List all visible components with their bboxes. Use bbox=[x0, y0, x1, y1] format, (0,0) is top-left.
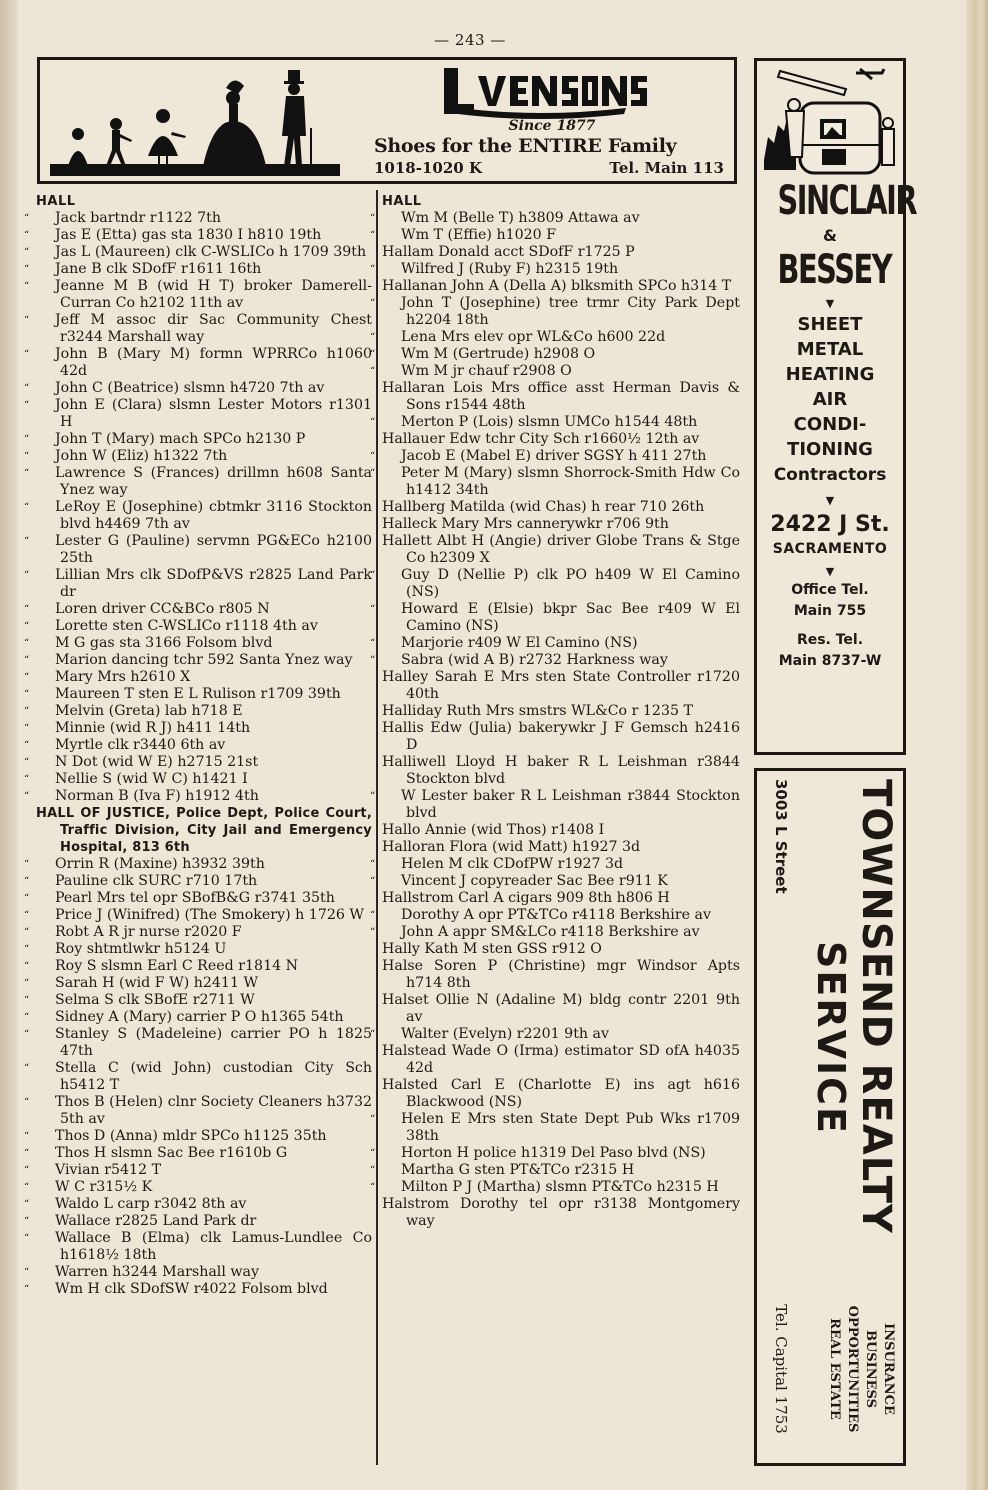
directory-entry: “ M G gas sta 3166 Folsom blvd bbox=[36, 635, 372, 652]
directory-entry: “ Milton P J (Martha) slsmn PT&TCo h2315 H bbox=[382, 1179, 740, 1196]
sinclair-service-line: HEATING bbox=[785, 364, 875, 385]
section-heading: HALL bbox=[36, 194, 76, 209]
townsend-street: 3003 L Street bbox=[772, 779, 790, 894]
lavensons-logo bbox=[440, 64, 660, 120]
directory-entry: “ Roy S slsmn Earl C Reed r1814 N bbox=[36, 958, 372, 975]
directory-entry: Hallanan John A (Della A) blksmith SPCo h314 T bbox=[382, 278, 732, 294]
directory-entry: “ W Lester baker R L Leishman r3844 Stockton blvd bbox=[382, 788, 740, 822]
silhouette-small-girl bbox=[68, 128, 88, 170]
townsend-service-line: REAL ESTATE bbox=[827, 1318, 842, 1420]
directory-entry: “ Norman B (Iva F) h1912 4th bbox=[36, 788, 372, 805]
directory-entry: “ Wm M (Gertrude) h2908 O bbox=[382, 346, 740, 363]
section-heading: HALL bbox=[382, 194, 422, 209]
directory-entry: “ Wallace B (Elma) clk Lamus-Lundlee Co h1618½ 18th bbox=[36, 1230, 372, 1264]
directory-entry: “ John T (Josephine) tree trmr City Park Dept h2204 18th bbox=[382, 295, 740, 329]
directory-entry: “ John B (Mary M) formn WPRRCo h1060 42d bbox=[36, 346, 372, 380]
directory-entry: Hallauer Edw tchr City Sch r1660½ 12th av bbox=[382, 431, 700, 447]
lavensons-ad bbox=[37, 57, 737, 184]
sinclair-office-tel-label: Office Tel. bbox=[791, 582, 869, 598]
directory-entry: Halset Ollie N (Adaline M) bldg contr 2201 9th av bbox=[382, 992, 740, 1025]
directory-entry: “ Mary Mrs h2610 X bbox=[36, 669, 372, 686]
directory-entry: “ Helen E Mrs sten State Dept Pub Wks r1709 38th bbox=[382, 1111, 740, 1145]
furnace-workers-illustration bbox=[760, 65, 900, 180]
directory-entry: “ Vivian r5412 T bbox=[36, 1162, 372, 1179]
sinclair-office-tel: Main 755 bbox=[793, 603, 867, 619]
directory-entry: “ Stanley S (Madeleine) carrier PO h 1825 47th bbox=[36, 1026, 372, 1060]
directory-column-middle bbox=[382, 194, 740, 1230]
directory-entry: “ Marjorie r409 W El Camino (NS) bbox=[382, 635, 740, 652]
directory-entry: “ Stella C (wid John) custodian City Sch h5412 T bbox=[36, 1060, 372, 1094]
family-silhouettes-illustration bbox=[48, 66, 348, 178]
directory-entry: “ Guy D (Nellie P) clk PO h409 W El Camino (NS) bbox=[382, 567, 740, 601]
directory-entry: “ Pearl Mrs tel opr SBofB&G r3741 35th bbox=[36, 890, 372, 907]
entry-list bbox=[382, 210, 740, 1230]
directory-entry: “ Pauline clk SURC r710 17th bbox=[36, 873, 372, 890]
sinclair-address: 2422 J St. bbox=[770, 512, 890, 537]
directory-entry: “ Sabra (wid A B) r2732 Harkness way bbox=[382, 652, 740, 669]
directory-entry: Hallo Annie (wid Thos) r1408 I bbox=[382, 822, 605, 838]
directory-entry: “ John W (Eliz) h1322 7th bbox=[36, 448, 372, 465]
sinclair-res-tel-label: Res. Tel. bbox=[796, 632, 864, 648]
townsend-rotated-content bbox=[757, 771, 903, 1463]
silhouette-girl bbox=[148, 109, 186, 166]
directory-entry: Halley Sarah E Mrs sten State Controller r1720 40th bbox=[382, 669, 740, 702]
triangle-separator-icon: ▼ bbox=[825, 494, 835, 507]
directory-entry: “ Wm H clk SDofSW r4022 Folsom blvd bbox=[36, 1281, 372, 1298]
sinclair-bessey-ad bbox=[754, 58, 917, 755]
directory-entry: “ Selma S clk SBofE r2711 W bbox=[36, 992, 372, 1009]
directory-entry: “ Martha G sten PT&TCo r2315 H bbox=[382, 1162, 740, 1179]
sinclair-ampersand: & bbox=[823, 226, 837, 245]
triangle-separator-icon: ▼ bbox=[825, 565, 835, 578]
entry-list bbox=[36, 210, 372, 1298]
directory-entry: Hallis Edw (Julia) bakerywkr J F Gemsch h2416 D bbox=[382, 720, 740, 753]
directory-entry: “ John C (Beatrice) slsmn h4720 7th av bbox=[36, 380, 372, 397]
sinclair-res-tel: Main 8737-W bbox=[778, 653, 882, 669]
directory-entry: “ Waldo L carp r3042 8th av bbox=[36, 1196, 372, 1213]
directory-entry: “ John A appr SM&LCo r4118 Berkshire av bbox=[382, 924, 740, 941]
directory-entry: “ Melvin (Greta) lab h718 E bbox=[36, 703, 372, 720]
lavensons-address: 1018-1020 K bbox=[374, 159, 482, 177]
directory-entry: Halleck Mary Mrs cannerywkr r706 9th bbox=[382, 516, 669, 532]
directory-entry: Hally Kath M sten GSS r912 O bbox=[382, 941, 602, 957]
directory-entry: Halsted Carl E (Charlotte E) ins agt h616 Blackwood (NS) bbox=[382, 1077, 740, 1110]
directory-entry: “ John E (Clara) slsmn Lester Motors r1301 H bbox=[36, 397, 372, 431]
directory-entry: “ Wm M jr chauf r2908 O bbox=[382, 363, 740, 380]
sinclair-service-line: SHEET bbox=[797, 314, 863, 335]
directory-entry: “ Myrtle clk r3440 6th av bbox=[36, 737, 372, 754]
column-divider-left bbox=[376, 190, 378, 1465]
directory-entry: “ Dorothy A opr PT&TCo r4118 Berkshire av bbox=[382, 907, 740, 924]
sinclair-contractors: Contractors bbox=[773, 465, 887, 485]
directory-entry: “ Wilfred J (Ruby F) h2315 19th bbox=[382, 261, 740, 278]
townsend-service-line: OPPORTUNITIES bbox=[845, 1305, 860, 1433]
directory-entry: Halliday Ruth Mrs smstrs WL&Co r 1235 T bbox=[382, 703, 693, 719]
directory-entry: “ Orrin R (Maxine) h3932 39th bbox=[36, 856, 372, 873]
directory-entry: Hallaran Lois Mrs office asst Herman Davis & Sons r1544 48th bbox=[382, 380, 740, 413]
directory-entry: “ Robt A R jr nurse r2020 F bbox=[36, 924, 372, 941]
directory-entry: “ Lena Mrs elev opr WL&Co h600 22d bbox=[382, 329, 740, 346]
directory-entry: Halliwell Lloyd H baker R L Leishman r3844 Stockton blvd bbox=[382, 754, 740, 787]
directory-entry: “ Wallace r2825 Land Park dr bbox=[36, 1213, 372, 1230]
directory-column-left bbox=[36, 194, 372, 1298]
directory-entry: “ Roy shtmtlwkr h5124 U bbox=[36, 941, 372, 958]
sinclair-service-line: TIONING bbox=[787, 439, 873, 460]
townsend-service-line: BUSINESS bbox=[863, 1329, 878, 1409]
townsend-telephone: Tel. Capital 1753 bbox=[772, 1304, 790, 1434]
directory-entry: “ Minnie (wid R J) h411 14th bbox=[36, 720, 372, 737]
directory-entry: “ Maureen T sten E L Rulison r1709 39th bbox=[36, 686, 372, 703]
directory-entry: Hallberg Matilda (wid Chas) h rear 710 26th bbox=[382, 499, 705, 515]
townsend-service: SERVICE bbox=[809, 941, 853, 1135]
directory-entry: “ Thos H slsmn Sac Bee r1610b G bbox=[36, 1145, 372, 1162]
townsend-realty-ad bbox=[754, 768, 906, 1466]
directory-entry: “ Thos B (Helen) clnr Society Cleaners h3732 5th av bbox=[36, 1094, 372, 1128]
townsend-name: TOWNSEND REALTY bbox=[853, 779, 899, 1234]
directory-entry: “ Lawrence S (Frances) drillmn h608 Santa Ynez way bbox=[36, 465, 372, 499]
directory-entry: “ Jas E (Etta) gas sta 1830 I h810 19th bbox=[36, 227, 372, 244]
bessey-name: BESSEY bbox=[777, 247, 892, 293]
directory-entry: “ Howard E (Elsie) bkpr Sac Bee r409 W El Camino (NS) bbox=[382, 601, 740, 635]
directory-entry: “ Thos D (Anna) mldr SPCo h1125 35th bbox=[36, 1128, 372, 1145]
sinclair-service-line: AIR bbox=[812, 389, 848, 410]
directory-entry: “ Peter M (Mary) slsmn Shorrock-Smith Hdw Co h1412 34th bbox=[382, 465, 740, 499]
lavensons-since: Since 1877 bbox=[508, 118, 596, 134]
sinclair-city: SACRAMENTO bbox=[772, 541, 888, 557]
directory-entry: “ Jeanne M B (wid H T) broker Damerell-Curran Co h2102 11th av bbox=[36, 278, 372, 312]
directory-entry: “ Vincent J copyreader Sac Bee r911 K bbox=[382, 873, 740, 890]
directory-entry: Halstrom Dorothy tel opr r3138 Montgomery way bbox=[382, 1196, 740, 1229]
directory-entry: “ John T (Mary) mach SPCo h2130 P bbox=[36, 431, 372, 448]
townsend-services bbox=[825, 1283, 897, 1455]
directory-entry: Hallett Albt H (Angie) driver Globe Trans & Stge Co h2309 X bbox=[382, 533, 740, 566]
silhouette-boy bbox=[106, 118, 132, 166]
directory-entry: “ Jeff M assoc dir Sac Community Chest r3244 Marshall way bbox=[36, 312, 372, 346]
sinclair-services bbox=[757, 312, 903, 462]
silhouette-gentleman bbox=[282, 70, 312, 166]
page-binding-left bbox=[0, 0, 18, 1490]
directory-entry: “ Helen M clk CDofPW r1927 3d bbox=[382, 856, 740, 873]
lavensons-telephone: Tel. Main 113 bbox=[609, 159, 724, 177]
directory-entry: “ N Dot (wid W E) h2715 21st bbox=[36, 754, 372, 771]
page-number: — 243 — bbox=[434, 31, 506, 49]
directory-entry: “ Lester G (Pauline) servmn PG&ECo h2100 25th bbox=[36, 533, 372, 567]
directory-entry: “ Sarah H (wid F W) h2411 W bbox=[36, 975, 372, 992]
sinclair-service-line: METAL bbox=[796, 339, 864, 360]
directory-entry: “ Nellie S (wid W C) h1421 I bbox=[36, 771, 372, 788]
directory-entry: “ LeRoy E (Josephine) cbtmkr 3116 Stockton blvd h4469 7th av bbox=[36, 499, 372, 533]
directory-entry: “ Jacob E (Mabel E) driver SGSY h 411 27th bbox=[382, 448, 740, 465]
directory-entry: “ Lorette sten C-WSLICo r1118 4th av bbox=[36, 618, 372, 635]
directory-entry: “ Jack bartndr r1122 7th bbox=[36, 210, 372, 227]
sinclair-name: SINCLAIR bbox=[777, 178, 917, 224]
silhouette-lady bbox=[203, 80, 266, 166]
page-binding-right bbox=[966, 0, 988, 1490]
directory-entry: “ Wm M (Belle T) h3809 Attawa av bbox=[382, 210, 740, 227]
directory-entry: “ Jane B clk SDofF r1611 16th bbox=[36, 261, 372, 278]
directory-entry: “ Lillian Mrs clk SDofP&VS r2825 Land Park dr bbox=[36, 567, 372, 601]
directory-heading-entry: HALL OF JUSTICE, Police Dept, Police Court, Traffic Division, City Jail and Emergency Hospital, 813 6th bbox=[36, 806, 372, 855]
directory-entry: “ Price J (Winifred) (The Smokery) h 1726 W bbox=[36, 907, 372, 924]
directory-entry: “ Sidney A (Mary) carrier P O h1365 54th bbox=[36, 1009, 372, 1026]
sinclair-service-line: CONDI- bbox=[793, 414, 867, 435]
directory-entry: Halse Soren P (Christine) mgr Windsor Apts h714 8th bbox=[382, 958, 740, 991]
townsend-service-line: INSURANCE bbox=[881, 1323, 896, 1415]
directory-entry: Halloran Flora (wid Matt) h1927 3d bbox=[382, 839, 641, 855]
directory-entry: “ Walter (Evelyn) r2201 9th av bbox=[382, 1026, 740, 1043]
directory-entry: “ Loren driver CC&BCo r805 N bbox=[36, 601, 372, 618]
directory-entry: “ Warren h3244 Marshall way bbox=[36, 1264, 372, 1281]
triangle-separator-icon: ▼ bbox=[825, 297, 835, 310]
directory-entry: “ Horton H police h1319 Del Paso blvd (NS) bbox=[382, 1145, 740, 1162]
directory-entry: Hallam Donald acct SDofF r1725 P bbox=[382, 244, 635, 260]
directory-entry: Halstead Wade O (Irma) estimator SD ofA h4035 42d bbox=[382, 1043, 740, 1076]
directory-entry: “ W C r315½ K bbox=[36, 1179, 372, 1196]
directory-entry: “ Merton P (Lois) slsmn UMCo h1544 48th bbox=[382, 414, 740, 431]
lavensons-tagline: Shoes for the ENTIRE Family bbox=[374, 135, 677, 157]
directory-entry: “ Marion dancing tchr 592 Santa Ynez way bbox=[36, 652, 372, 669]
directory-entry: “ Wm T (Effie) h1020 F bbox=[382, 227, 740, 244]
lavensons-contact-row bbox=[374, 159, 724, 177]
directory-entry: “ Jas L (Maureen) clk C-WSLICo h 1709 39th bbox=[36, 244, 372, 261]
directory-entry: Hallstrom Carl A cigars 909 8th h806 H bbox=[382, 890, 670, 906]
